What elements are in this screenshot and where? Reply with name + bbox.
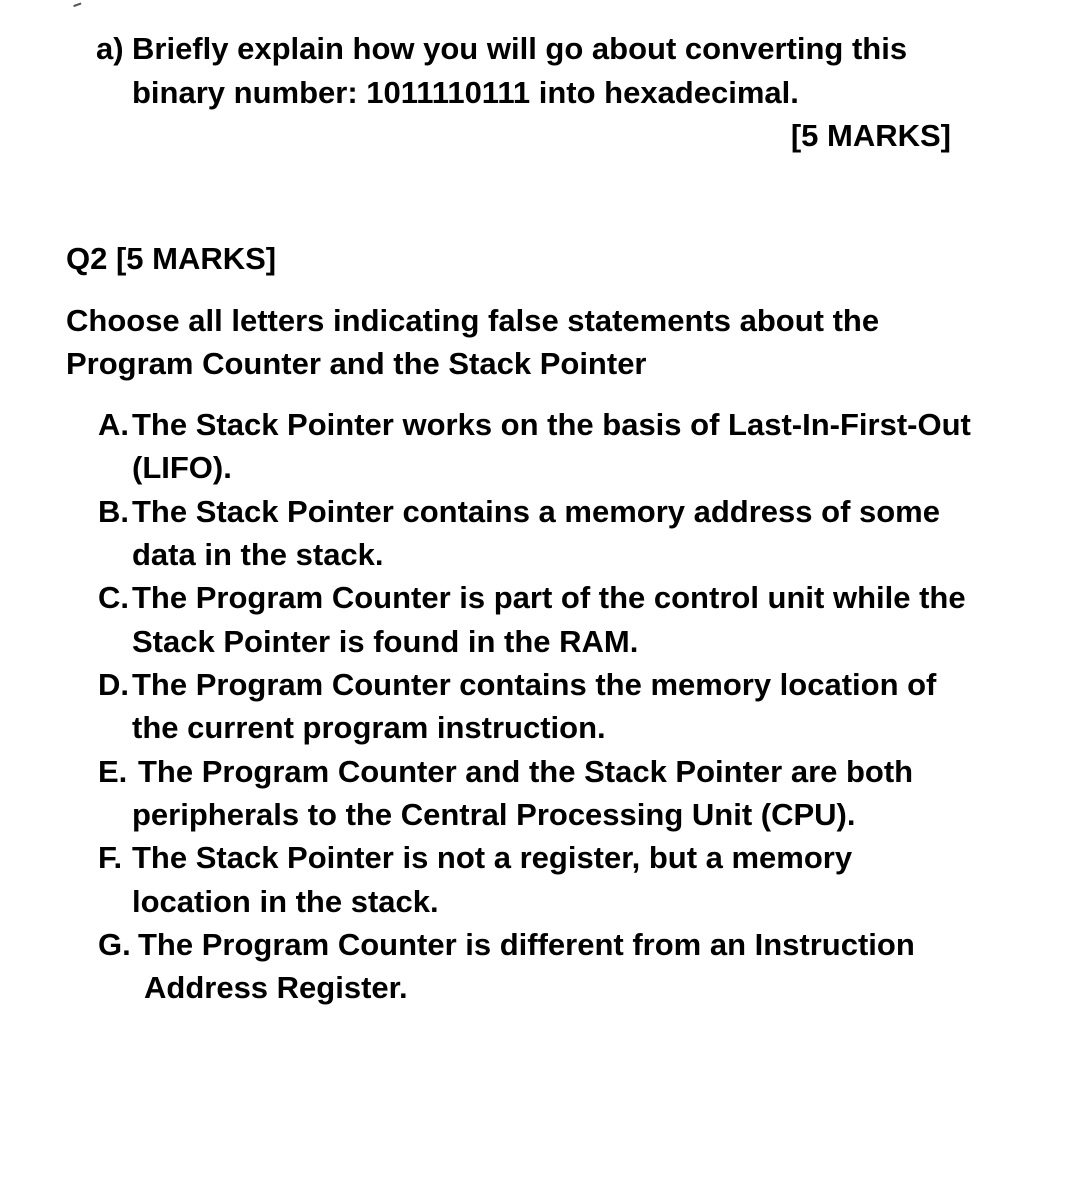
option-g-letter: G. [98, 927, 131, 962]
option-f-letter: F. [98, 840, 123, 875]
corner-mark [71, 0, 82, 7]
option-b-line-2: data in the stack. [132, 537, 384, 572]
option-g-line-1: The Program Counter is different from an Instruction [138, 927, 915, 962]
question-2-prompt-line-2: Program Counter and the Stack Pointer [66, 346, 647, 381]
question-a-marks: [5 MARKS] [790, 118, 951, 153]
option-a-line-2: (LIFO). [132, 450, 232, 485]
option-e-letter: E. [98, 754, 128, 789]
option-g-line-2: Address Register. [144, 970, 408, 1005]
option-e-line-1: The Program Counter and the Stack Pointer are both [138, 754, 914, 789]
question-2-title: Q2 [5 MARKS] [66, 241, 277, 276]
option-d-letter: D. [98, 667, 129, 702]
question-a-line-1: Briefly explain how you will go about converting this [132, 31, 908, 66]
option-d-line-1: The Program Counter contains the memory location of [132, 667, 937, 702]
question-a-prefix: a) [96, 31, 124, 66]
option-b-line-1: The Stack Pointer contains a memory address of some [132, 494, 940, 529]
option-c-letter: C. [98, 580, 129, 615]
option-f-line-1: The Stack Pointer is not a register, but a memory [132, 840, 853, 875]
option-c-line-2: Stack Pointer is found in the RAM. [132, 624, 639, 659]
option-b-letter: B. [98, 494, 129, 529]
question-a-line-2: binary number: 1011110111 into hexadecimal. [132, 75, 799, 110]
option-c-line-1: The Program Counter is part of the control unit while the [132, 580, 966, 615]
option-e-line-2: peripherals to the Central Processing Unit (CPU). [132, 797, 856, 832]
option-a-line-1: The Stack Pointer works on the basis of Last-In-First-Out [132, 407, 971, 442]
option-f-line-2: location in the stack. [132, 884, 439, 919]
question-2-prompt-line-1: Choose all letters indicating false statements about the [66, 303, 880, 338]
option-a-letter: A. [98, 407, 129, 442]
option-d-line-2: the current program instruction. [132, 710, 606, 745]
